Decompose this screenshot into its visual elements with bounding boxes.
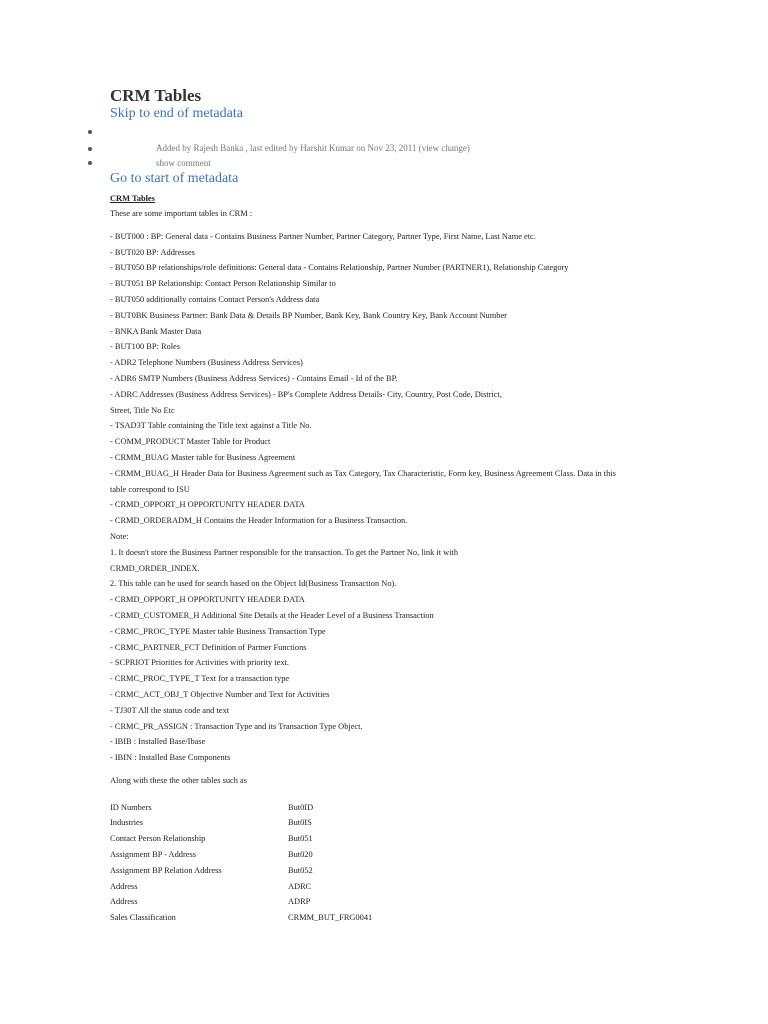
description-line: - TSAD3T Table containing the Title text against a Title No. xyxy=(110,421,312,431)
table-row xyxy=(110,800,670,816)
description-line: - BUT050 additionally contains Contact Person's Address data xyxy=(110,294,320,304)
table-value: But0IS xyxy=(288,818,312,828)
description-line: - CRMD_CUSTOMER_H Additional Site Details at the Header Level of a Business Transaction xyxy=(110,610,434,620)
description-line: - CRMC_PROC_TYPE_T Text for a transaction type xyxy=(110,674,290,684)
intro-text: These are some important tables in CRM : xyxy=(110,209,253,218)
description-line: - CRMM_BUAG Master table for Business Agreement xyxy=(110,452,296,462)
show-comment-link[interactable]: show comment xyxy=(156,158,211,168)
description-line: 2. This table can be used for search based on the Object Id(Business Transaction No). xyxy=(110,579,397,589)
table-row xyxy=(110,831,670,847)
description-line: - CRMC_PR_ASSIGN : Transaction Type and its Transaction Type Object. xyxy=(110,721,363,731)
view-change-link[interactable]: (view change) xyxy=(418,143,470,153)
description-line: - IBIN : Installed Base Components xyxy=(110,753,231,763)
table-row xyxy=(110,815,670,831)
table-key: ID Numbers xyxy=(110,802,152,812)
description-line: - BUT020 BP: Addresses xyxy=(110,247,195,257)
table-row xyxy=(110,847,670,863)
description-line: - CRMC_PARTNER_FCT Definition of Partner Functions xyxy=(110,642,307,652)
description-line: CRMD_ORDER_INDEX. xyxy=(110,563,200,573)
table-value: ADRC xyxy=(288,881,312,891)
description-line: Street, Title No Etc xyxy=(110,405,175,415)
table-value: But051 xyxy=(288,834,313,844)
description-line: - CRMD_OPPORT_H OPPORTUNITY HEADER DATA xyxy=(110,595,305,605)
table-value: CRMM_BUT_FRG0041 xyxy=(288,913,373,923)
metadata-bullet xyxy=(88,130,92,134)
description-line: - CRMD_OPPORT_H OPPORTUNITY HEADER DATA xyxy=(110,500,305,510)
metadata-bullet xyxy=(88,161,92,165)
table-row xyxy=(110,894,670,910)
table-key: Address xyxy=(110,897,138,907)
description-line: - SCPRIOT Priorities for Activities with priority text. xyxy=(110,658,289,668)
table-row xyxy=(110,879,670,895)
description-line: - CRMC_PROC_TYPE Master table Business Transaction Type xyxy=(110,626,326,636)
table-key: Assignment BP - Address xyxy=(110,850,197,860)
description-line: - CRMM_BUAG_H Header Data for Business Agreement such as Tax Category, Tax Characteristic, Form key, Business Agreement Class. Data in this xyxy=(110,468,616,478)
table-key: Assignment BP Relation Address xyxy=(110,865,222,875)
go-to-start-link[interactable]: Go to start of metadata xyxy=(110,171,239,186)
description-line: - CRMC_ACT_OBJ_T Objective Number and Text for Activities xyxy=(110,689,330,699)
description-line: - BNKA Bank Master Data xyxy=(110,326,202,336)
other-tables-list xyxy=(110,800,670,926)
description-line: 1. It doesn't store the Business Partner responsible for the transaction. To get the Partner No, link it with xyxy=(110,547,459,557)
description-line: - BUT050 BP relationships/role definitions: General data - Contains Relationship, Partner Number (PARTNER1), Relationship Category xyxy=(110,263,569,273)
description-line: - TJ30T All the status code and text xyxy=(110,705,230,715)
table-row xyxy=(110,863,670,879)
along-with-text: Along with these the other tables such as xyxy=(110,775,247,785)
table-value: ADRP xyxy=(288,897,311,907)
table-value: But0ID xyxy=(288,802,314,812)
document-body xyxy=(110,192,670,926)
description-line: - BUT0BK Business Partner: Bank Data & Details BP Number, Bank Key, Bank Country Key, Bank Account Number xyxy=(110,310,507,320)
description-line: - ADR2 Telephone Numbers (Business Address Services) xyxy=(110,358,303,368)
metadata-author-line xyxy=(156,143,470,153)
description-line: - COMM_PRODUCT Master Table for Product xyxy=(110,437,271,447)
description-line: - BUT000 : BP: General data - Contains Business Partner Number, Partner Category, Partner Type, First Name, Last Name etc. xyxy=(110,231,536,241)
skip-to-end-link[interactable]: Skip to end of metadata xyxy=(110,106,243,121)
page-title: CRM Tables xyxy=(110,86,202,105)
description-line: - BUT051 BP Relationship: Contact Person Relationship Similar to xyxy=(110,279,336,289)
description-line: - BUT100 BP: Roles xyxy=(110,342,181,352)
description-line: - ADRC Addresses (Business Address Services) - BP's Complete Address Details- City, Country, Post Code, District, xyxy=(110,389,502,399)
metadata-bullet xyxy=(88,147,92,151)
description-line: table correspond to ISU xyxy=(110,484,190,494)
description-line: - ADR6 SMTP Numbers (Business Address Services) - Contains Email - Id of the BP. xyxy=(110,373,398,383)
table-key: Sales Classification xyxy=(110,913,176,923)
table-key: Address xyxy=(110,881,138,891)
table-value: But020 xyxy=(288,850,313,860)
section-heading: CRM Tables xyxy=(110,194,155,203)
table-key: Industries xyxy=(110,818,144,828)
description-line: Note: xyxy=(110,531,129,541)
description-line: - IBIB : Installed Base/Ibase xyxy=(110,737,206,747)
table-description-list xyxy=(110,229,670,766)
metadata-author-text: Added by Rajesh Banka , last edited by Harshit Kumar on Nov 23, 2011 xyxy=(156,143,417,153)
table-value: But052 xyxy=(288,865,313,875)
description-line: - CRMD_ORDERADM_H Contains the Header Information for a Business Transaction. xyxy=(110,516,408,526)
table-key: Contact Person Relationship xyxy=(110,834,206,844)
table-row xyxy=(110,910,670,926)
